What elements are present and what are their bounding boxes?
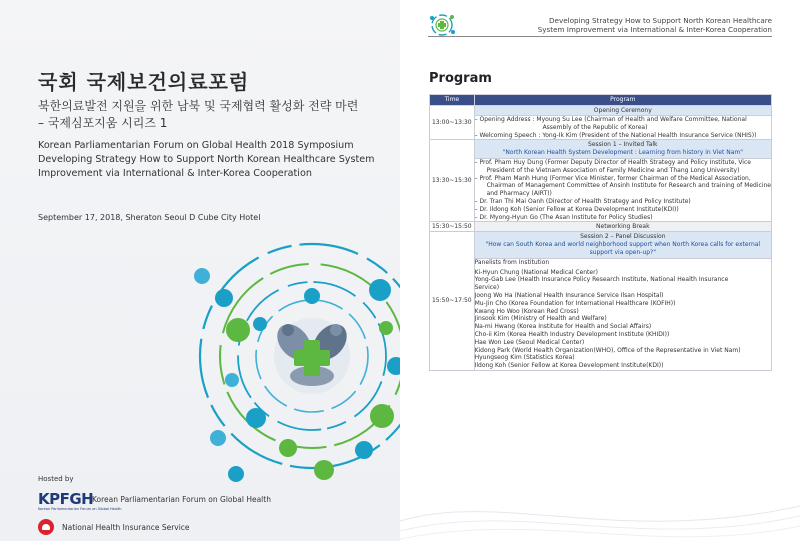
cover-korean-title: 국회 국제보건의료포럼	[38, 70, 250, 94]
running-header-line: System Improvement via International & Inter-Korea Cooperation	[537, 25, 772, 34]
program-line: – Dr. Tran Thi Mai Oanh (Director of Health Strategy and Policy Institute)	[474, 197, 691, 205]
nhis-organization-name: National Health Insurance Service	[62, 523, 190, 532]
panelist: Yong-Gab Lee (Health Insurance Policy Research Institute, National Health Insurance	[474, 276, 729, 284]
column-header-time: Time	[430, 95, 475, 106]
running-header	[538, 16, 772, 34]
table-header-row	[430, 95, 772, 106]
decorative-wave	[400, 451, 800, 541]
health-network-illustration	[164, 238, 400, 498]
program-line: – Dr. Ildong Koh (Senior Fellow at Korea Development Institute(KDI))	[474, 205, 679, 213]
session-2-panelists	[474, 258, 771, 370]
forum-logo-icon	[428, 12, 456, 38]
panelist: Mu-Jin Cho (Korea Foundation for International Healthcare (KOFIH))	[474, 299, 676, 307]
panelist: Cho-ii Kim (Korea Health Industry Development Institute (KHIDI))	[474, 330, 670, 338]
kpfgh-logo: KPFGH	[38, 490, 94, 508]
panelist: Hae Won Lee (Seoul Medical Center)	[474, 338, 585, 346]
table-row	[430, 116, 772, 140]
panelist: Ki-Hyun Chung (National Medical Center)	[474, 268, 598, 276]
panelist: Na-mi Hwang (Korea Institute for Health and Social Affairs)	[474, 323, 652, 331]
kpfgh-logo-subtext: Korean Parliamentarian Forum on Global Health	[38, 507, 122, 511]
cover-english-title-line: Korean Parliamentarian Forum on Global Health 2018 Symposium	[38, 140, 354, 151]
session-1-header	[474, 140, 771, 159]
table-row	[430, 140, 772, 159]
panelist: Ildong Koh (Senior Fellow at Korea Development Institute(KDI))	[474, 362, 664, 370]
panelists-heading: Panelists from Institution	[474, 258, 550, 266]
cover-korean-subtitle: 북한의료발전 지원을 위한 남북 및 국제협력 활성화 전략 마련	[38, 99, 359, 113]
time-slot: 13:00~13:30	[430, 106, 475, 140]
networking-break-label: Networking Break	[474, 222, 771, 232]
session-1-label: Session 1 – Invited Talk	[588, 141, 658, 149]
running-header-line: Developing Strategy How to Support North Korean Healthcare	[548, 16, 772, 25]
session-1-topic: "North Korean Health System Development : Learning from history in Viet Nam"	[502, 149, 743, 157]
session-2-topic: support via open-up?"	[589, 248, 657, 256]
program-line: – Prof. Pham Huy Dung (Former Deputy Director of Health Strategy and Policy Institute, Vice	[474, 158, 751, 166]
time-slot: 13:30~15:30	[430, 140, 475, 222]
panelist: Service)	[474, 284, 500, 292]
table-row	[430, 222, 772, 232]
session-2-label: Session 2 – Panel Discussion	[580, 233, 666, 241]
session-1-speakers	[474, 158, 771, 221]
column-header-program: Program	[474, 95, 771, 106]
program-line: President of the Vietnam Association of Family Medicine and Thang Long University)	[486, 166, 740, 174]
program-line: Chairman of Management Committee of Ansinh Institute for Research and training of Medicine	[486, 182, 771, 190]
program-line: Assembly of the Republic of Korea)	[542, 123, 648, 131]
header-divider	[428, 36, 772, 37]
time-slot: 15:50~17:50	[430, 232, 475, 371]
opening-ceremony-label: Opening Ceremony	[474, 106, 771, 116]
program-page	[400, 0, 800, 541]
program-line: – Opening Address : Myoung Su Lee (Chairman of Health and Welfare Committee, National	[474, 116, 747, 123]
time-slot: 15:30~15:50	[430, 222, 475, 232]
table-row	[430, 232, 772, 258]
opening-ceremony-details	[474, 116, 771, 140]
program-line: and Pharmacy (AIRT))	[486, 190, 552, 198]
session-2-header	[474, 232, 771, 258]
session-2-topic: "How can South Korea and world neighborhood support when North Korea calls for external	[485, 241, 761, 249]
nhis-logo-icon	[38, 519, 54, 535]
cover-english-title-line: Developing Strategy How to Support North Korean Healthcare System	[38, 154, 375, 165]
program-line: – Welcoming Speech : Yong-Ik Kim (President of the National Health Insurance Service (NHIS))	[474, 131, 757, 139]
cover-date-venue: September 17, 2018, Sheraton Seoul D Cube City Hotel	[38, 213, 261, 222]
cover-english-title-line: Improvement via International & Inter-Korea Cooperation	[38, 168, 312, 179]
program-table	[429, 94, 772, 371]
program-title: Program	[429, 71, 492, 86]
panelist: Hyungseog Kim (Statistics Korea)	[474, 354, 575, 362]
hosted-by-label: Hosted by	[38, 475, 74, 483]
program-line: – Prof. Pham Manh Hung (Former Vice Minister, former Chairman of the Medical Association,	[474, 174, 751, 182]
kpfgh-organization-name: Korean Parliamentarian Forum on Global Health	[92, 495, 271, 504]
table-row	[430, 106, 772, 116]
table-row	[430, 158, 772, 221]
panelist: Jinsook Kim (Ministry of Health and Welfare)	[474, 315, 607, 323]
panelist: Kidong Park (World Health Organization(WHO), Office of the Representative in Viet Nam)	[474, 346, 741, 354]
program-line: – Dr. Myong-Hyun Go (The Asan Institute for Policy Studies)	[474, 213, 653, 221]
panelist: Kwang Ho Woo (Korean Red Cross)	[474, 307, 579, 315]
panelist: Joong Wo Ha (National Health Insurance Service Ilsan Hospital)	[474, 291, 664, 299]
cover-korean-series: – 국제심포지움 시리즈 1	[38, 116, 168, 130]
table-row	[430, 258, 772, 370]
